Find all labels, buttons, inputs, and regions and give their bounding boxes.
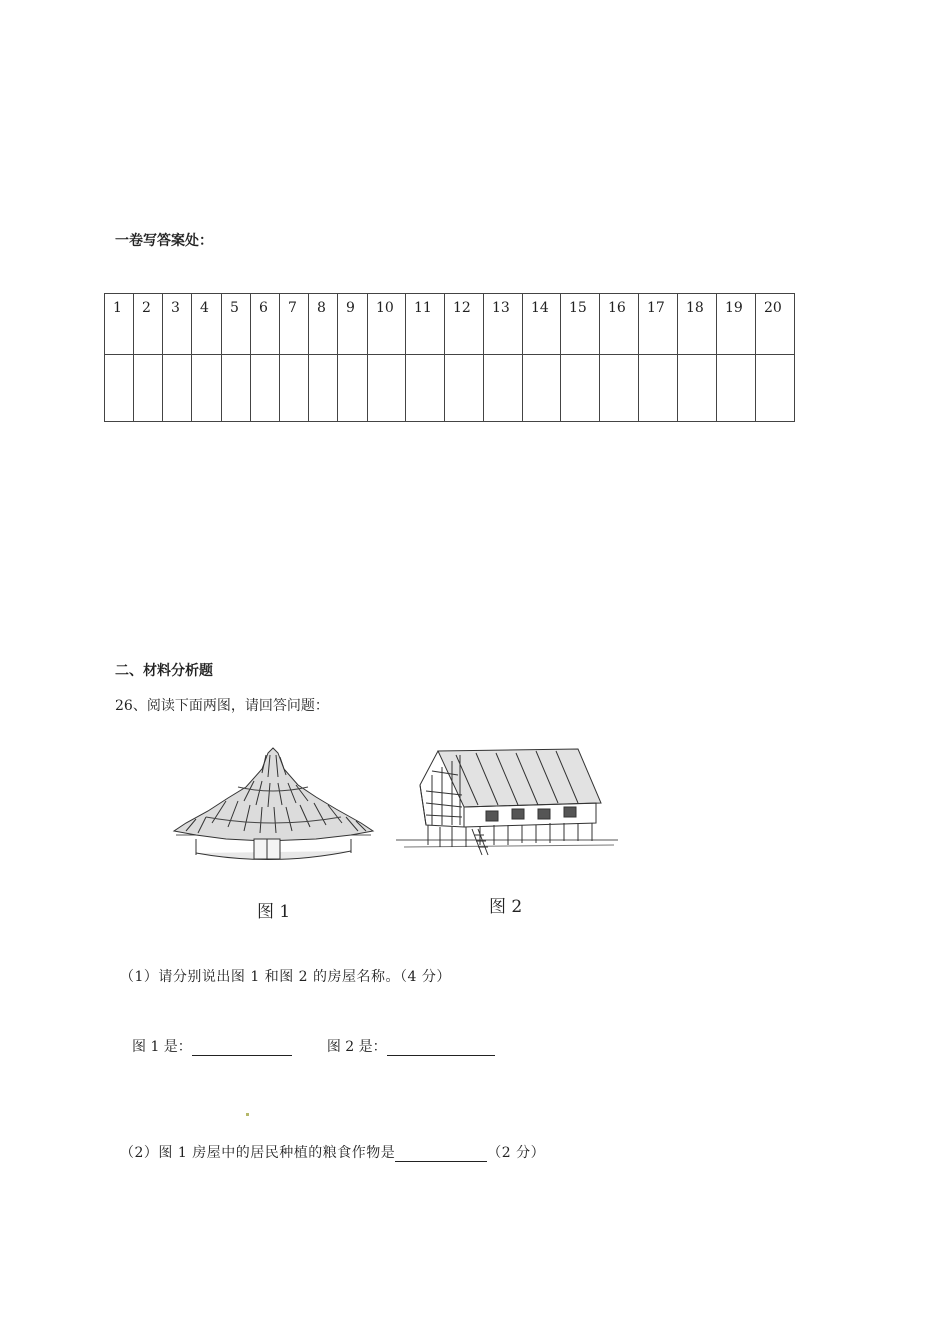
figure-2-stilt-house-illustration [396, 745, 618, 863]
answer-blank-cell[interactable] [445, 355, 484, 422]
figure-1-round-hut-illustration [166, 743, 381, 868]
answer-blank-cell[interactable] [309, 355, 338, 422]
answer-number-cell: 3 [163, 294, 192, 355]
figure-1-answer-label: 图 1 是： [132, 1039, 192, 1055]
answer-blank-cell[interactable] [251, 355, 280, 422]
figure-1-answer-blank[interactable] [192, 1041, 292, 1056]
figure-2-caption: 图 2 [489, 897, 523, 917]
subquestion-2-prompt [120, 1142, 545, 1162]
figure-2-answer-label: 图 2 是： [326, 1039, 387, 1055]
answer-blank-cell[interactable] [523, 355, 561, 422]
answer-blank-cell[interactable] [163, 355, 192, 422]
answer-number-cell: 16 [600, 294, 639, 355]
section2-heading: 二、材料分析题 [115, 663, 213, 679]
answer-number-cell: 18 [678, 294, 717, 355]
answer-blank-cell[interactable] [756, 355, 795, 422]
answer-blank-cell[interactable] [639, 355, 678, 422]
answer-blank-cell[interactable] [134, 355, 163, 422]
answer-blank-cell[interactable] [484, 355, 523, 422]
question-26-prompt: 26、阅读下面两图，请回答问题： [115, 698, 329, 714]
answer-number-cell: 8 [309, 294, 338, 355]
answer-number-cell: 4 [192, 294, 222, 355]
answer-number-cell: 6 [251, 294, 280, 355]
answer-blank-cell[interactable] [280, 355, 309, 422]
answer-number-cell: 20 [756, 294, 795, 355]
answer-number-cell: 10 [368, 294, 406, 355]
answer-blank-cell[interactable] [678, 355, 717, 422]
answer-number-cell: 9 [338, 294, 368, 355]
answer-table [104, 293, 795, 422]
answer-blank-cell[interactable] [222, 355, 251, 422]
answer-blank-cell[interactable] [338, 355, 368, 422]
answer-blank-cell[interactable] [600, 355, 639, 422]
answer-number-cell: 12 [445, 294, 484, 355]
answer-number-cell: 7 [280, 294, 309, 355]
answer-blank-cell[interactable] [368, 355, 406, 422]
subquestion-2-text: （2）图 1 房屋中的居民种植的粮食作物是 [120, 1145, 396, 1161]
figure-1-caption: 图 1 [257, 902, 291, 922]
answer-blank-cell[interactable] [105, 355, 134, 422]
answer-number-cell: 19 [717, 294, 756, 355]
subquestion-1-answer-line [132, 1036, 495, 1056]
answer-number-cell: 15 [561, 294, 600, 355]
answer-number-cell: 17 [639, 294, 678, 355]
answer-blank-cell[interactable] [406, 355, 445, 422]
answer-number-cell: 1 [105, 294, 134, 355]
answer-blank-cell[interactable] [717, 355, 756, 422]
subquestion-1-prompt: （1）请分别说出图 1 和图 2 的房屋名称。（4 分） [120, 969, 451, 985]
figure-2-answer-blank[interactable] [387, 1041, 495, 1056]
answer-blank-row[interactable] [105, 355, 795, 422]
subquestion-2-points: （2 分） [487, 1145, 546, 1161]
answer-number-row [105, 294, 795, 355]
crop-answer-blank[interactable] [395, 1147, 487, 1162]
answer-blank-cell[interactable] [561, 355, 600, 422]
stray-mark [246, 1113, 249, 1116]
answer-number-cell: 5 [222, 294, 251, 355]
answer-number-cell: 14 [523, 294, 561, 355]
answer-number-cell: 2 [134, 294, 163, 355]
answer-number-cell: 13 [484, 294, 523, 355]
answer-section-heading: 一卷写答案处： [115, 233, 213, 249]
answer-number-cell: 11 [406, 294, 445, 355]
answer-blank-cell[interactable] [192, 355, 222, 422]
